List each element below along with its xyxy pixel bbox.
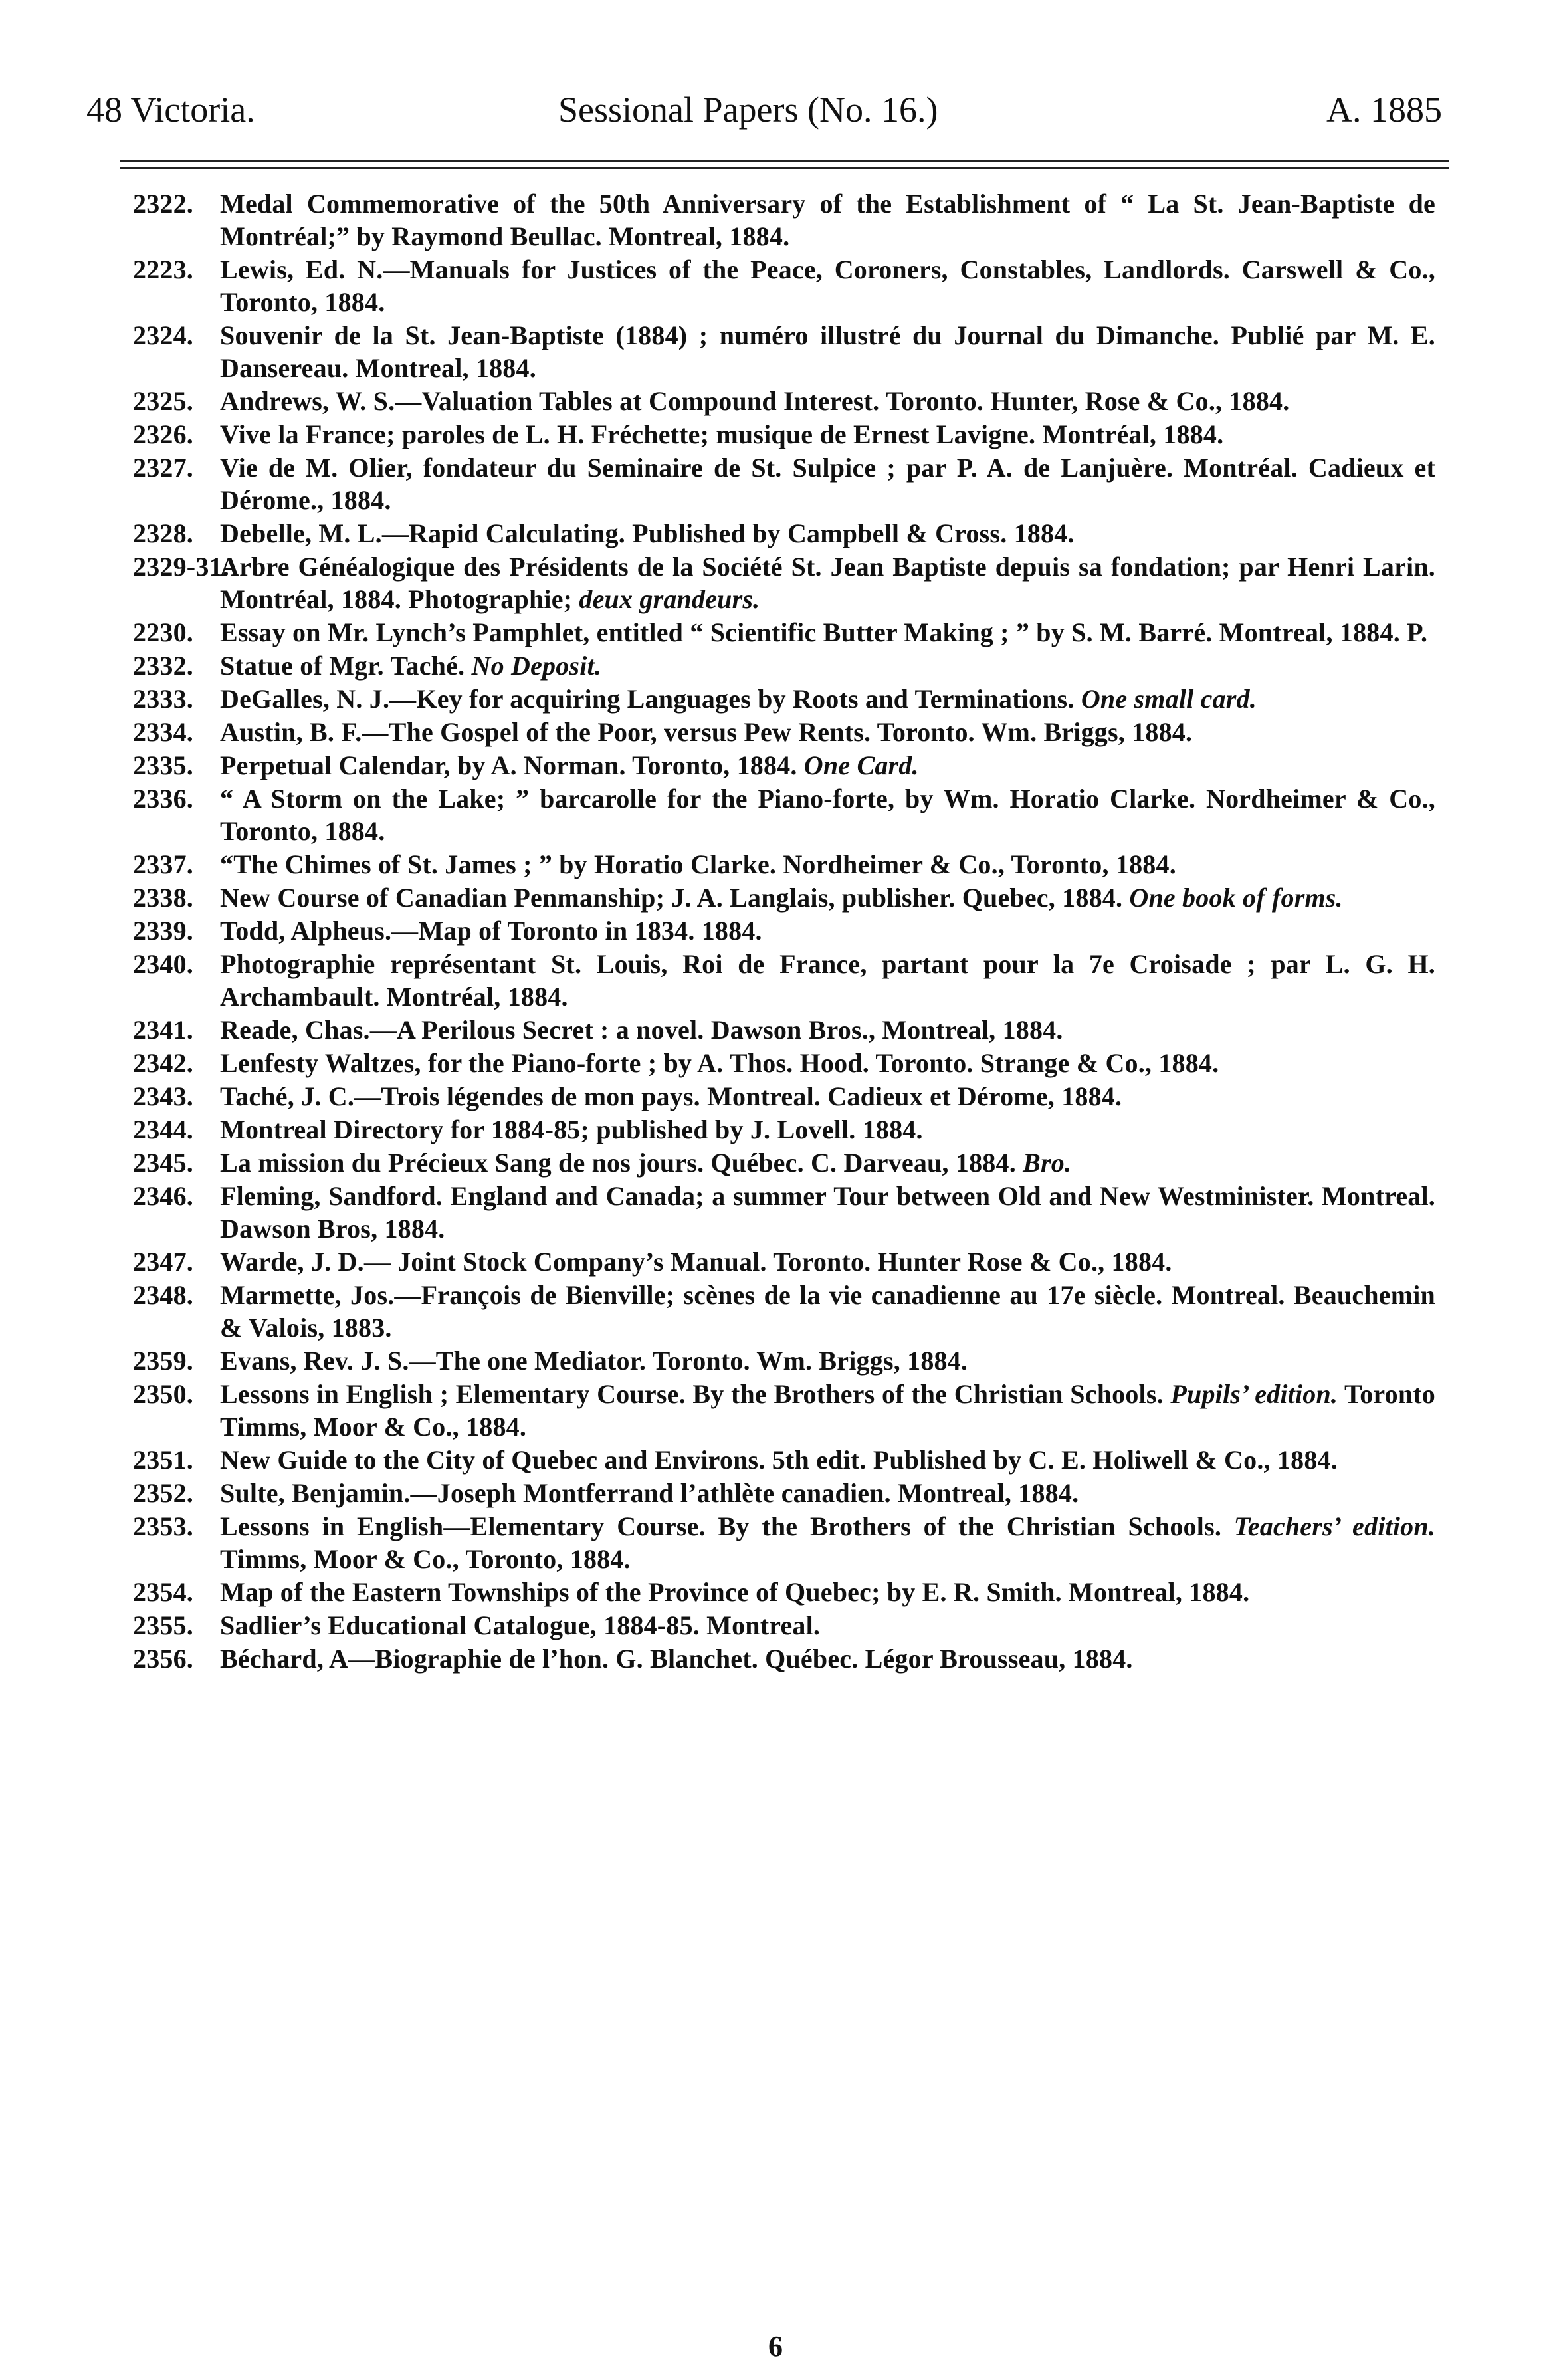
catalogue-entry <box>133 253 1435 318</box>
entry-text <box>220 1477 1435 1509</box>
rule-line <box>120 167 1449 169</box>
entry-number: 2329-31. <box>133 552 229 582</box>
entry-note: One Card. <box>803 750 919 780</box>
entry-description: Marmette, Jos.—François de Bienville; scènes de la vie canadienne au 17e siècle. Montreal. Beauchemin & Valois, 1883. <box>220 1280 1435 1343</box>
entry-note: Teachers’ edition. <box>1233 1511 1435 1541</box>
entry-number: 2348. <box>133 1280 193 1310</box>
entry-number: 2332. <box>133 651 193 681</box>
catalogue-entry <box>133 616 1435 649</box>
entry-description: Statue of Mgr. Taché. <box>220 651 465 681</box>
entry-text <box>220 1345 1435 1377</box>
entry-number: 2338. <box>133 883 193 913</box>
entry-description: Fleming, Sandford. England and Canada; a summer Tour between Old and New Westminister. Montreal. Dawson Bros, 1884. <box>220 1181 1435 1244</box>
catalogue-entry <box>133 550 1435 615</box>
entry-text <box>220 451 1435 516</box>
entry-description: Warde, J. D.— Joint Stock Company’s Manual. Toronto. Hunter Rose & Co., 1884. <box>220 1247 1172 1277</box>
catalogue-entry <box>133 915 1435 947</box>
catalogue-entry <box>133 1609 1435 1642</box>
entry-text <box>220 1014 1435 1046</box>
entry-number: 2353. <box>133 1511 193 1541</box>
header-session: 48 Victoria. <box>86 90 255 130</box>
header-title: Sessional Papers (No. 16.) <box>558 90 938 130</box>
entry-text <box>220 1510 1435 1575</box>
catalogue-entry <box>133 451 1435 516</box>
catalogue-entry <box>133 418 1435 451</box>
entry-number: 2342. <box>133 1048 193 1078</box>
catalogue-entry <box>133 1180 1435 1245</box>
catalogue-entry <box>133 517 1435 550</box>
entry-text <box>220 385 1435 417</box>
rule-line <box>120 160 1449 162</box>
entry-text <box>220 1146 1435 1179</box>
catalogue-entry <box>133 1146 1435 1179</box>
header-year: A. 1885 <box>1326 90 1442 130</box>
entry-number: 2341. <box>133 1015 193 1045</box>
entry-text <box>220 1576 1435 1608</box>
entry-number: 2328. <box>133 518 193 548</box>
entry-imprint: Toronto Timms, Moor & Co., 1884. <box>220 1379 1435 1442</box>
entry-description: Béchard, A—Biographie de l’hon. G. Blanchet. Québec. Légor Brousseau, 1884. <box>220 1644 1133 1674</box>
entry-text <box>220 1180 1435 1245</box>
entry-text <box>220 550 1435 615</box>
entry-description: Lenfesty Waltzes, for the Piano-forte ; by A. Thos. Hood. Toronto. Strange & Co., 1884. <box>220 1048 1219 1078</box>
entry-text <box>220 1444 1435 1476</box>
entry-number: 2230. <box>133 617 193 647</box>
catalogue-entry <box>133 319 1435 384</box>
entry-text <box>220 881 1435 914</box>
entry-number: 2343. <box>133 1081 193 1111</box>
catalogue-entry <box>133 749 1435 782</box>
entry-number: 2351. <box>133 1445 193 1475</box>
entry-description: New Course of Canadian Penmanship; J. A. Langlais, publisher. Quebec, 1884. <box>220 883 1123 913</box>
entry-text <box>220 253 1435 318</box>
entry-number: 2335. <box>133 750 193 780</box>
entry-description: Reade, Chas.—A Perilous Secret : a novel. Dawson Bros., Montreal, 1884. <box>220 1015 1063 1045</box>
entry-text <box>220 716 1435 748</box>
catalogue-entry <box>133 716 1435 748</box>
entry-text <box>220 517 1435 550</box>
entry-description: Medal Commemorative of the 50th Anniversary of the Establishment of “ La St. Jean-Baptiste de Montréal;” by Raymond Beullac. Montreal, 1884. <box>220 189 1435 251</box>
entry-number: 2350. <box>133 1379 193 1409</box>
entry-description: Photographie représentant St. Louis, Roi de France, partant pour la 7e Croisade ; par L. G. H. Archambault. Montréal, 1884. <box>220 949 1435 1012</box>
catalogue-entry <box>133 683 1435 715</box>
entry-description: Todd, Alpheus.—Map of Toronto in 1834. 1884. <box>220 916 762 946</box>
entry-text <box>220 1609 1435 1642</box>
entry-text <box>220 187 1435 253</box>
catalogue-entry <box>133 948 1435 1013</box>
entry-text <box>220 616 1435 649</box>
entry-number: 2336. <box>133 784 193 813</box>
entry-number: 2347. <box>133 1247 193 1277</box>
entry-text <box>220 1047 1435 1079</box>
entry-number: 2355. <box>133 1610 193 1640</box>
catalogue-entry <box>133 1014 1435 1046</box>
entry-number: 2326. <box>133 419 193 449</box>
page-header <box>80 83 1462 136</box>
entry-description: Debelle, M. L.—Rapid Calculating. Published by Campbell & Cross. 1884. <box>220 518 1075 548</box>
entry-note: One book of forms. <box>1129 883 1343 913</box>
entry-number: 2325. <box>133 386 193 416</box>
catalogue-entry <box>133 1113 1435 1146</box>
entry-text <box>220 1279 1435 1344</box>
entry-number: 2354. <box>133 1577 193 1607</box>
entry-text <box>220 319 1435 384</box>
entry-note: No Deposit. <box>471 651 602 681</box>
entry-description: Arbre Généalogique des Présidents de la Société St. Jean Baptiste depuis sa fondation; par Henri Larin. Montréal, 1884. Photographie; <box>220 552 1435 614</box>
entry-text <box>220 1378 1435 1443</box>
entry-description: Souvenir de la St. Jean-Baptiste (1884) ; numéro illustré du Journal du Dimanche. Publié par M. E. Dansereau. Montreal, 1884. <box>220 320 1435 383</box>
entry-note: One small card. <box>1081 684 1257 714</box>
header-double-rule <box>120 160 1449 169</box>
entry-number: 2345. <box>133 1148 193 1178</box>
entry-number: 2352. <box>133 1478 193 1508</box>
entry-description: DeGalles, N. J.—Key for acquiring Languages by Roots and Terminations. <box>220 684 1075 714</box>
entry-description: Lessons in English—Elementary Course. By the Brothers of the Christian Schools. <box>220 1511 1222 1541</box>
entry-text <box>220 749 1435 782</box>
entry-number: 2333. <box>133 684 193 714</box>
entry-description: La mission du Précieux Sang de nos jours. Québec. C. Darveau, 1884. <box>220 1148 1016 1178</box>
entry-text <box>220 915 1435 947</box>
catalogue-entry <box>133 1576 1435 1608</box>
entry-description: Evans, Rev. J. S.—The one Mediator. Toronto. Wm. Briggs, 1884. <box>220 1346 968 1376</box>
catalogue-entry <box>133 1642 1435 1675</box>
entry-description: Perpetual Calendar, by A. Norman. Toronto, 1884. <box>220 750 797 780</box>
entry-text <box>220 782 1435 847</box>
entry-text <box>220 1113 1435 1146</box>
catalogue-entry <box>133 1279 1435 1344</box>
entry-description: Sadlier’s Educational Catalogue, 1884-85. Montreal. <box>220 1610 821 1640</box>
entry-text <box>220 649 1435 682</box>
catalogue-entry <box>133 1510 1435 1575</box>
entry-number: 2337. <box>133 849 193 879</box>
entry-text <box>220 948 1435 1013</box>
catalogue-entry <box>133 385 1435 417</box>
entry-description: Lewis, Ed. N.—Manuals for Justices of the Peace, Coroners, Constables, Landlords. Carswell & Co., Toronto, 1884. <box>220 255 1435 317</box>
entry-number: 2359. <box>133 1346 193 1376</box>
catalogue-entry <box>133 649 1435 682</box>
entry-description: Montreal Directory for 1884-85; published by J. Lovell. 1884. <box>220 1115 923 1144</box>
entry-text <box>220 848 1435 881</box>
entry-text <box>220 683 1435 715</box>
entry-description: Taché, J. C.—Trois légendes de mon pays. Montreal. Cadieux et Dérome, 1884. <box>220 1081 1122 1111</box>
entry-text <box>220 1080 1435 1113</box>
entry-number: 2334. <box>133 717 193 747</box>
entry-note: Bro. <box>1023 1148 1072 1178</box>
entry-note: Pupils’ edition. <box>1170 1379 1338 1409</box>
entry-number: 2322. <box>133 189 193 219</box>
entry-description: “The Chimes of St. James ; ” by Horatio Clarke. Nordheimer & Co., Toronto, 1884. <box>220 849 1176 879</box>
entry-imprint: Timms, Moor & Co., Toronto, 1884. <box>220 1544 631 1574</box>
catalogue-entry <box>133 881 1435 914</box>
entry-description: Austin, B. F.—The Gospel of the Poor, versus Pew Rents. Toronto. Wm. Briggs, 1884. <box>220 717 1193 747</box>
entry-text <box>220 418 1435 451</box>
entry-description: Map of the Eastern Townships of the Province of Quebec; by E. R. Smith. Montreal, 1884. <box>220 1577 1250 1607</box>
entry-number: 2339. <box>133 916 193 946</box>
page-number: 6 <box>768 2330 783 2363</box>
catalogue-entry <box>133 1245 1435 1278</box>
entry-number: 2340. <box>133 949 193 979</box>
entry-number: 2223. <box>133 255 193 284</box>
entry-description: Essay on Mr. Lynch’s Pamphlet, entitled “ Scientific Butter Making ; ” by S. M. Barré. Montreal, 1884. P. <box>220 617 1428 647</box>
entry-number: 2344. <box>133 1115 193 1144</box>
catalogue-entry <box>133 187 1435 253</box>
catalogue-entry <box>133 1378 1435 1443</box>
catalogue-entry <box>133 848 1435 881</box>
entry-description: Lessons in English ; Elementary Course. By the Brothers of the Christian Schools. <box>220 1379 1164 1409</box>
entry-description: Vie de M. Olier, fondateur du Seminaire de St. Sulpice ; par P. A. de Lanjuère. Montréal. Cadieux et Dérome., 1884. <box>220 453 1435 515</box>
catalogue-entry <box>133 1047 1435 1079</box>
entry-number: 2356. <box>133 1644 193 1674</box>
entry-text <box>220 1245 1435 1278</box>
entry-text <box>220 1642 1435 1675</box>
entry-number: 2324. <box>133 320 193 350</box>
catalogue-entry <box>133 1477 1435 1509</box>
catalogue-entry <box>133 1444 1435 1476</box>
catalogue-entry <box>133 782 1435 847</box>
catalogue-entry <box>133 1345 1435 1377</box>
catalogue-entry <box>133 1080 1435 1113</box>
entry-number: 2346. <box>133 1181 193 1211</box>
entry-description: Sulte, Benjamin.—Joseph Montferrand l’athlète canadien. Montreal, 1884. <box>220 1478 1079 1508</box>
entry-note: deux grandeurs. <box>579 584 760 614</box>
entry-description: Andrews, W. S.—Valuation Tables at Compound Interest. Toronto. Hunter, Rose & Co., 1884. <box>220 386 1290 416</box>
entry-description: Vive la France; paroles de L. H. Fréchette; musique de Ernest Lavigne. Montréal, 1884. <box>220 419 1224 449</box>
entry-description: New Guide to the City of Quebec and Environs. 5th edit. Published by C. E. Holiwell & Co., 1884. <box>220 1445 1338 1475</box>
entry-description: “ A Storm on the Lake; ” barcarolle for the Piano-forte, by Wm. Horatio Clarke. Nordheimer & Co., Toronto, 1884. <box>220 784 1435 846</box>
catalogue-entries <box>133 187 1435 1676</box>
entry-number: 2327. <box>133 453 193 483</box>
